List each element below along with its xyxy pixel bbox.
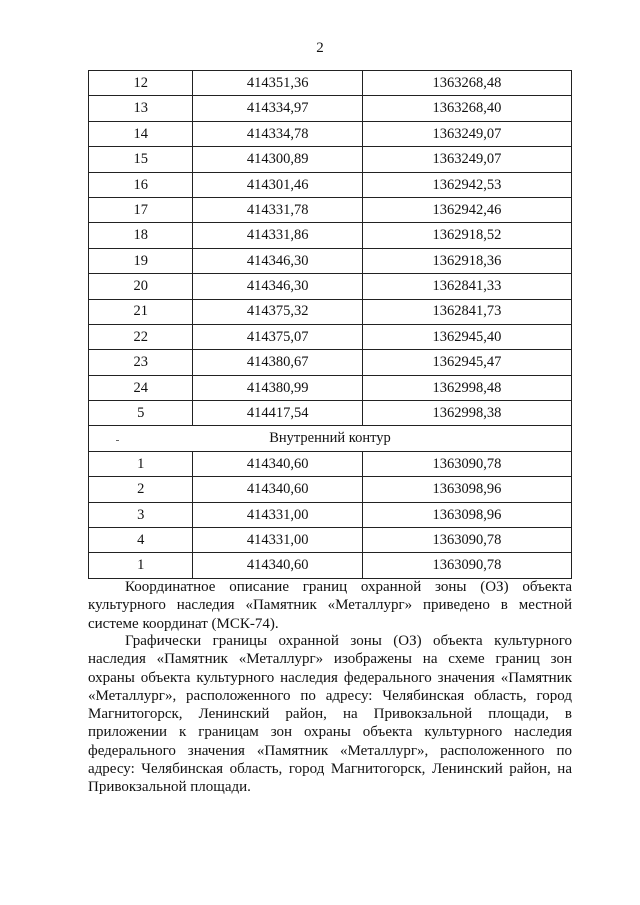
table-row: [89, 553, 572, 578]
graphic-boundaries-paragraph: [88, 632, 572, 797]
x-coordinate-cell: 414340,60: [193, 451, 362, 476]
point-number-cell: 1: [89, 553, 193, 578]
x-coordinate-cell: 414331,00: [193, 528, 362, 553]
x-coordinate-cell: 414334,97: [193, 96, 362, 121]
table-row: [89, 147, 572, 172]
x-coordinate-cell: 414331,86: [193, 223, 362, 248]
y-coordinate-cell: 1362945,47: [362, 350, 571, 375]
y-coordinate-cell: 1363268,40: [362, 96, 571, 121]
point-number-cell: 24: [89, 375, 193, 400]
point-number-cell: 23: [89, 350, 193, 375]
table-row: [89, 477, 572, 502]
point-number-cell: 20: [89, 274, 193, 299]
y-coordinate-cell: 1362945,40: [362, 324, 571, 349]
y-coordinate-cell: 1362942,46: [362, 197, 571, 222]
point-number-cell: 3: [89, 502, 193, 527]
point-number-cell: 5: [89, 401, 193, 426]
page-number: 2: [316, 40, 324, 56]
table-row: [89, 451, 572, 476]
y-coordinate-cell: 1363090,78: [362, 553, 571, 578]
point-number-cell: 21: [89, 299, 193, 324]
table-row: [89, 71, 572, 96]
x-coordinate-cell: 414331,00: [193, 502, 362, 527]
table-row: [89, 248, 572, 273]
y-coordinate-cell: 1362998,38: [362, 401, 571, 426]
table-row: [89, 350, 572, 375]
x-coordinate-cell: 414346,30: [193, 274, 362, 299]
paragraph-text: Координатное описание границ охранной зоны (ОЗ) объекта культурного наследия «Памятник «Металлург» приведено в местной системе координат (МСК-74).: [88, 579, 572, 632]
x-coordinate-cell: 414331,78: [193, 197, 362, 222]
table-row: [89, 502, 572, 527]
table-row: [89, 121, 572, 146]
inner-contour-header: Внутренний контур: [89, 426, 572, 451]
y-coordinate-cell: 1362841,33: [362, 274, 571, 299]
y-coordinate-cell: 1363249,07: [362, 147, 571, 172]
x-coordinate-cell: 414380,99: [193, 375, 362, 400]
table-row: [89, 401, 572, 426]
point-number-cell: 18: [89, 223, 193, 248]
y-coordinate-cell: 1363268,48: [362, 71, 571, 96]
x-coordinate-cell: 414340,60: [193, 553, 362, 578]
table-row: [89, 299, 572, 324]
scan-mark: [116, 440, 119, 441]
table-row: [89, 528, 572, 553]
point-number-cell: 14: [89, 121, 193, 146]
section-header-row: [89, 426, 572, 451]
table-row: [89, 197, 572, 222]
y-coordinate-cell: 1362942,53: [362, 172, 571, 197]
y-coordinate-cell: 1363249,07: [362, 121, 571, 146]
point-number-cell: 16: [89, 172, 193, 197]
x-coordinate-cell: 414300,89: [193, 147, 362, 172]
table-row: [89, 324, 572, 349]
x-coordinate-cell: 414380,67: [193, 350, 362, 375]
x-coordinate-cell: 414346,30: [193, 248, 362, 273]
y-coordinate-cell: 1363090,78: [362, 451, 571, 476]
point-number-cell: 13: [89, 96, 193, 121]
y-coordinate-cell: 1362841,73: [362, 299, 571, 324]
point-number-cell: 1: [89, 451, 193, 476]
point-number-cell: 15: [89, 147, 193, 172]
x-coordinate-cell: 414340,60: [193, 477, 362, 502]
x-coordinate-cell: 414417,54: [193, 401, 362, 426]
paragraph-text: Графически границы охранной зоны (ОЗ) объекта культурного наследия «Памятник «Металлург» изображены на схеме границ зон охраны объекта культурного наследия федерального значения «Памятник «Металлург», расположенного по адресу: Челябинская область, город Магнитогорск, Ленинский район, на Привокзальной площади, в приложении к границам зон охраны объекта культурного наследия федерального значения «Памятник «Металлург», расположенного по адресу: Челябинская область, город Магнитогорск, Ленинский район, на Привокзальной площади.: [88, 633, 572, 796]
table-row: [89, 274, 572, 299]
coordinate-system-paragraph: [88, 578, 572, 633]
point-number-cell: 19: [89, 248, 193, 273]
y-coordinate-cell: 1363098,96: [362, 502, 571, 527]
x-coordinate-cell: 414334,78: [193, 121, 362, 146]
y-coordinate-cell: 1362918,36: [362, 248, 571, 273]
point-number-cell: 4: [89, 528, 193, 553]
point-number-cell: 22: [89, 324, 193, 349]
coordinates-table-body: [89, 71, 572, 579]
table-row: [89, 96, 572, 121]
point-number-cell: 17: [89, 197, 193, 222]
x-coordinate-cell: 414375,07: [193, 324, 362, 349]
x-coordinate-cell: 414351,36: [193, 71, 362, 96]
y-coordinate-cell: 1362998,48: [362, 375, 571, 400]
y-coordinate-cell: 1363098,96: [362, 477, 571, 502]
x-coordinate-cell: 414375,32: [193, 299, 362, 324]
x-coordinate-cell: 414301,46: [193, 172, 362, 197]
table-row: [89, 172, 572, 197]
y-coordinate-cell: 1363090,78: [362, 528, 571, 553]
y-coordinate-cell: 1362918,52: [362, 223, 571, 248]
table-row: [89, 223, 572, 248]
table-row: [89, 375, 572, 400]
point-number-cell: 12: [89, 71, 193, 96]
coordinates-table: [88, 70, 572, 579]
point-number-cell: 2: [89, 477, 193, 502]
